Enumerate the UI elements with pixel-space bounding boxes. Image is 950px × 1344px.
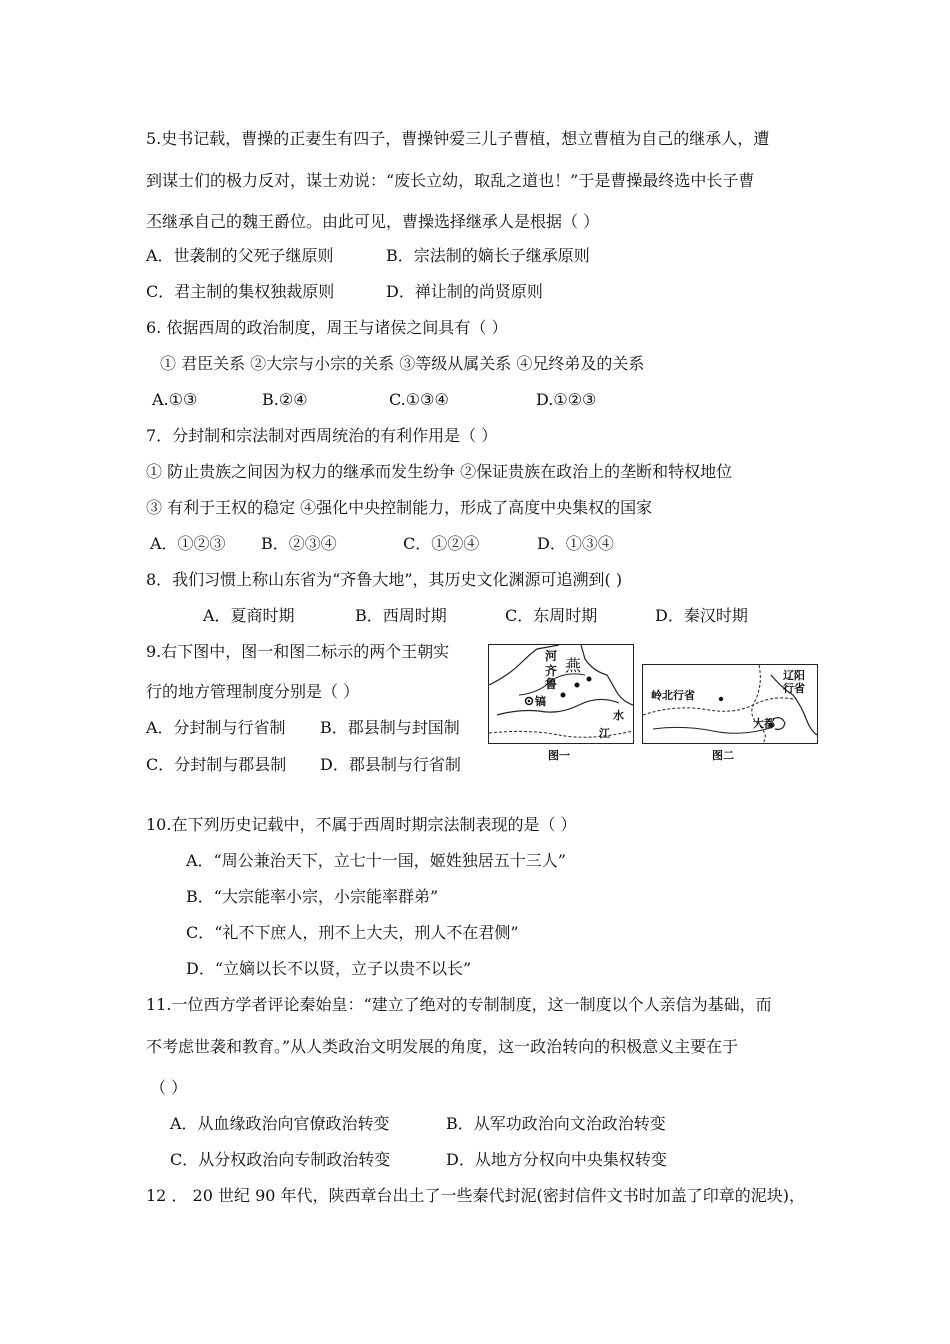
map-one-caption: 图一 [548, 749, 570, 762]
map-one-label-shui: 水 [613, 709, 624, 722]
q10-option-c: C．“礼不下庶人，刑不上大夫，刑人不在君侧” [186, 923, 519, 942]
q11-stem-line3: （ ） [150, 1078, 188, 1097]
q7-option-d: D．①③④ [537, 534, 614, 553]
q5-option-a: A．世袭制的父死子继原则 [146, 246, 334, 265]
q9-option-c: C．分封制与郡县制 [146, 755, 287, 774]
q12-stem-line1: 12 ． 20 世纪 90 年代，陕西章台出土了一些秦代封泥(密封信件文书时加盖了印章的泥块)， [146, 1186, 805, 1205]
q8-option-b: B．西周时期 [355, 606, 447, 625]
q8-stem: 8．我们习惯上称山东省为“齐鲁大地”，其历史文化渊源可追溯到( ) [146, 570, 623, 589]
map-two-label-dadu: 大都 [753, 717, 775, 730]
q7-stem: 7．分封制和宗法制对西周统治的有利作用是（ ） [146, 426, 498, 445]
q10-stem: 10.在下列历史记载中，不属于西周时期宗法制表现的是（ ） [146, 815, 577, 834]
map-figure-one [488, 644, 634, 744]
q8-option-c: C．东周时期 [505, 606, 598, 625]
q5-stem-line1: 5.史书记载，曹操的正妻生有四子，曹操钟爱三儿子曹植，想立曹植为自己的继承人，遭 [146, 129, 770, 148]
map-one-label-lu: 鲁 [545, 677, 558, 691]
map-one-label-gao: 镐 [535, 695, 546, 708]
q9-option-b: B．郡县制与封国制 [320, 718, 460, 737]
q9-stem-line1: 9.右下图中，图一和图二标示的两个王朝实 [146, 642, 450, 661]
map-one-label-yan: 燕 [565, 656, 582, 675]
q5-option-d: D．禅让制的尚贤原则 [386, 282, 543, 301]
q7-item2: ③ 有利于王权的稳定 ④强化中央控制能力，形成了高度中央集权的国家 [146, 498, 653, 517]
q11-option-b: B．从军功政治向文治政治转变 [446, 1114, 666, 1133]
q7-item1: ① 防止贵族之间因为权力的继承而发生纷争 ②保证贵族在政治上的垄断和特权地位 [146, 462, 733, 481]
q7-option-b: B．②③④ [261, 534, 337, 553]
q11-option-c: C．从分权政治向专制政治转变 [170, 1150, 391, 1169]
q11-stem-line1: 11.一位西方学者评论秦始皇：“建立了绝对的专制制度，这一制度以个人亲信为基础，而 [146, 995, 772, 1014]
q11-option-a: A．从血缘政治向官僚政治转变 [170, 1114, 390, 1133]
q5-option-c: C．君主制的集权独裁原则 [146, 282, 335, 301]
q11-stem-line2: 不考虑世袭和教育。”从人类政治文明发展的角度，这一政治转向的积极意义主要在于 [146, 1037, 739, 1056]
q7-option-a: A．①②③ [150, 534, 226, 553]
q8-option-a: A．夏商时期 [203, 606, 295, 625]
map-figure-two [642, 664, 818, 744]
q6-option-c: C.①③④ [389, 390, 449, 409]
q5-stem-line3: 丕继承自己的魏王爵位。由此可见，曹操选择继承人是根据（ ） [146, 212, 600, 231]
map-one-label-qi: 齐 [545, 664, 558, 678]
q6-items: ① 君臣关系 ②大宗与小宗的关系 ③等级从属关系 ④兄终弟及的关系 [160, 354, 645, 373]
map-two-caption: 图二 [712, 749, 734, 762]
map-one-label-he: 河 [545, 649, 558, 663]
q6-option-b: B.②④ [262, 390, 308, 409]
q9-option-a: A．分封制与行省制 [146, 718, 286, 737]
q5-option-b: B．宗法制的嫡长子继承原则 [386, 246, 590, 265]
map-one-drawing [489, 645, 633, 743]
q5-stem-line2: 到谋士们的极力反对，谋士劝说：“废长立幼，取乱之道也！”于是曹操最终选中长子曹 [146, 171, 755, 190]
q8-option-d: D．秦汉时期 [655, 606, 748, 625]
q7-option-c: C．①②④ [403, 534, 480, 553]
q11-option-d: D．从地方分权向中央集权转变 [446, 1150, 667, 1169]
q9-option-d: D．郡县制与行省制 [320, 755, 461, 774]
q9-stem-line2: 行的地方管理制度分别是（ ） [146, 682, 360, 701]
q10-option-d: D．“立嫡以长不以贤，立子以贵不以长” [186, 959, 472, 978]
map-one-label-jiang: 江 [599, 727, 610, 740]
q6-stem: 6. 依据西周的政治制度，周王与诸侯之间具有（ ） [146, 318, 508, 337]
map-two-label-liaoyang: 辽阳行省 [783, 669, 805, 695]
map-two-label-lingbei: 岭北行省 [651, 689, 695, 702]
q10-option-b: B．“大宗能率小宗，小宗能率群弟” [186, 887, 439, 906]
q6-option-a: A.①③ [152, 390, 198, 409]
q10-option-a: A．“周公兼治天下，立七十一国，姬姓独居五十三人” [186, 851, 566, 870]
q6-option-d: D.①②③ [536, 390, 597, 409]
